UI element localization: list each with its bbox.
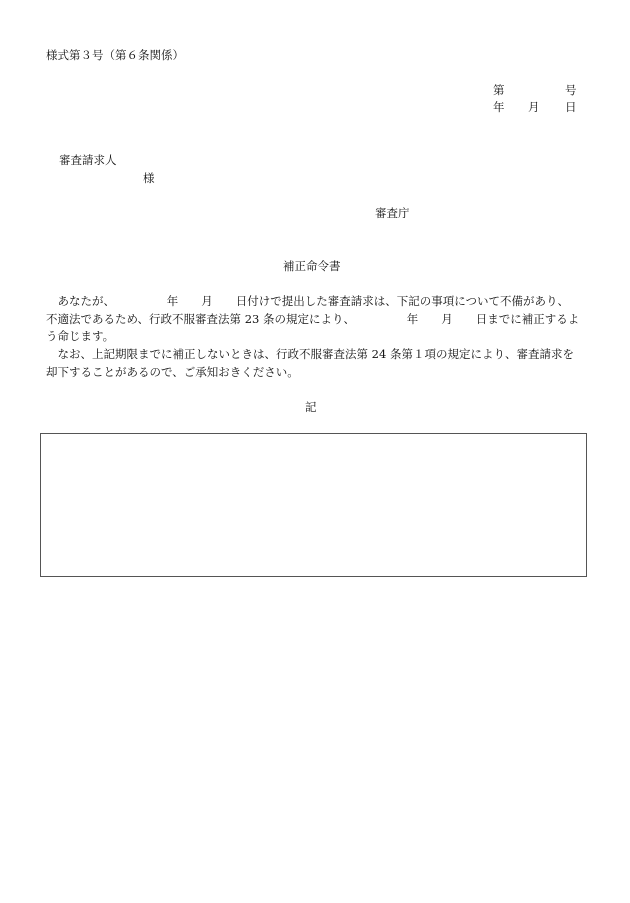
document-number-suffix: 号 <box>565 83 577 97</box>
details-box <box>40 433 587 577</box>
body-line: う命じます。 <box>46 329 115 343</box>
issuer-name: 審査庁 <box>375 206 410 220</box>
addressee-title: 審査請求人 <box>59 153 117 167</box>
body-line: あなたが、 年 月 日付けで提出した審査請求は、下記の事項について不備があり、 <box>46 294 570 308</box>
body-line: 却下することがあるので、ご承知おきください。 <box>46 365 299 379</box>
date-month: 月 <box>528 100 540 114</box>
body-line: なお、上記期限までに補正しないときは、行政不服審査法第 24 条第１項の規定により、審査請求を <box>46 347 574 361</box>
document-title: 補正命令書 <box>283 259 341 273</box>
date-day: 日 <box>565 100 577 114</box>
body-line: 不適法であるため、行政不服審査法第 23 条の規定により、 年 月 日までに補正するよ <box>46 312 580 326</box>
form-number: 様式第３号（第６条関係） <box>46 48 184 62</box>
section-heading: 記 <box>305 400 317 414</box>
date-year: 年 <box>493 100 505 114</box>
document-number-prefix: 第 <box>493 83 505 97</box>
addressee-honorific: 様 <box>143 171 155 185</box>
